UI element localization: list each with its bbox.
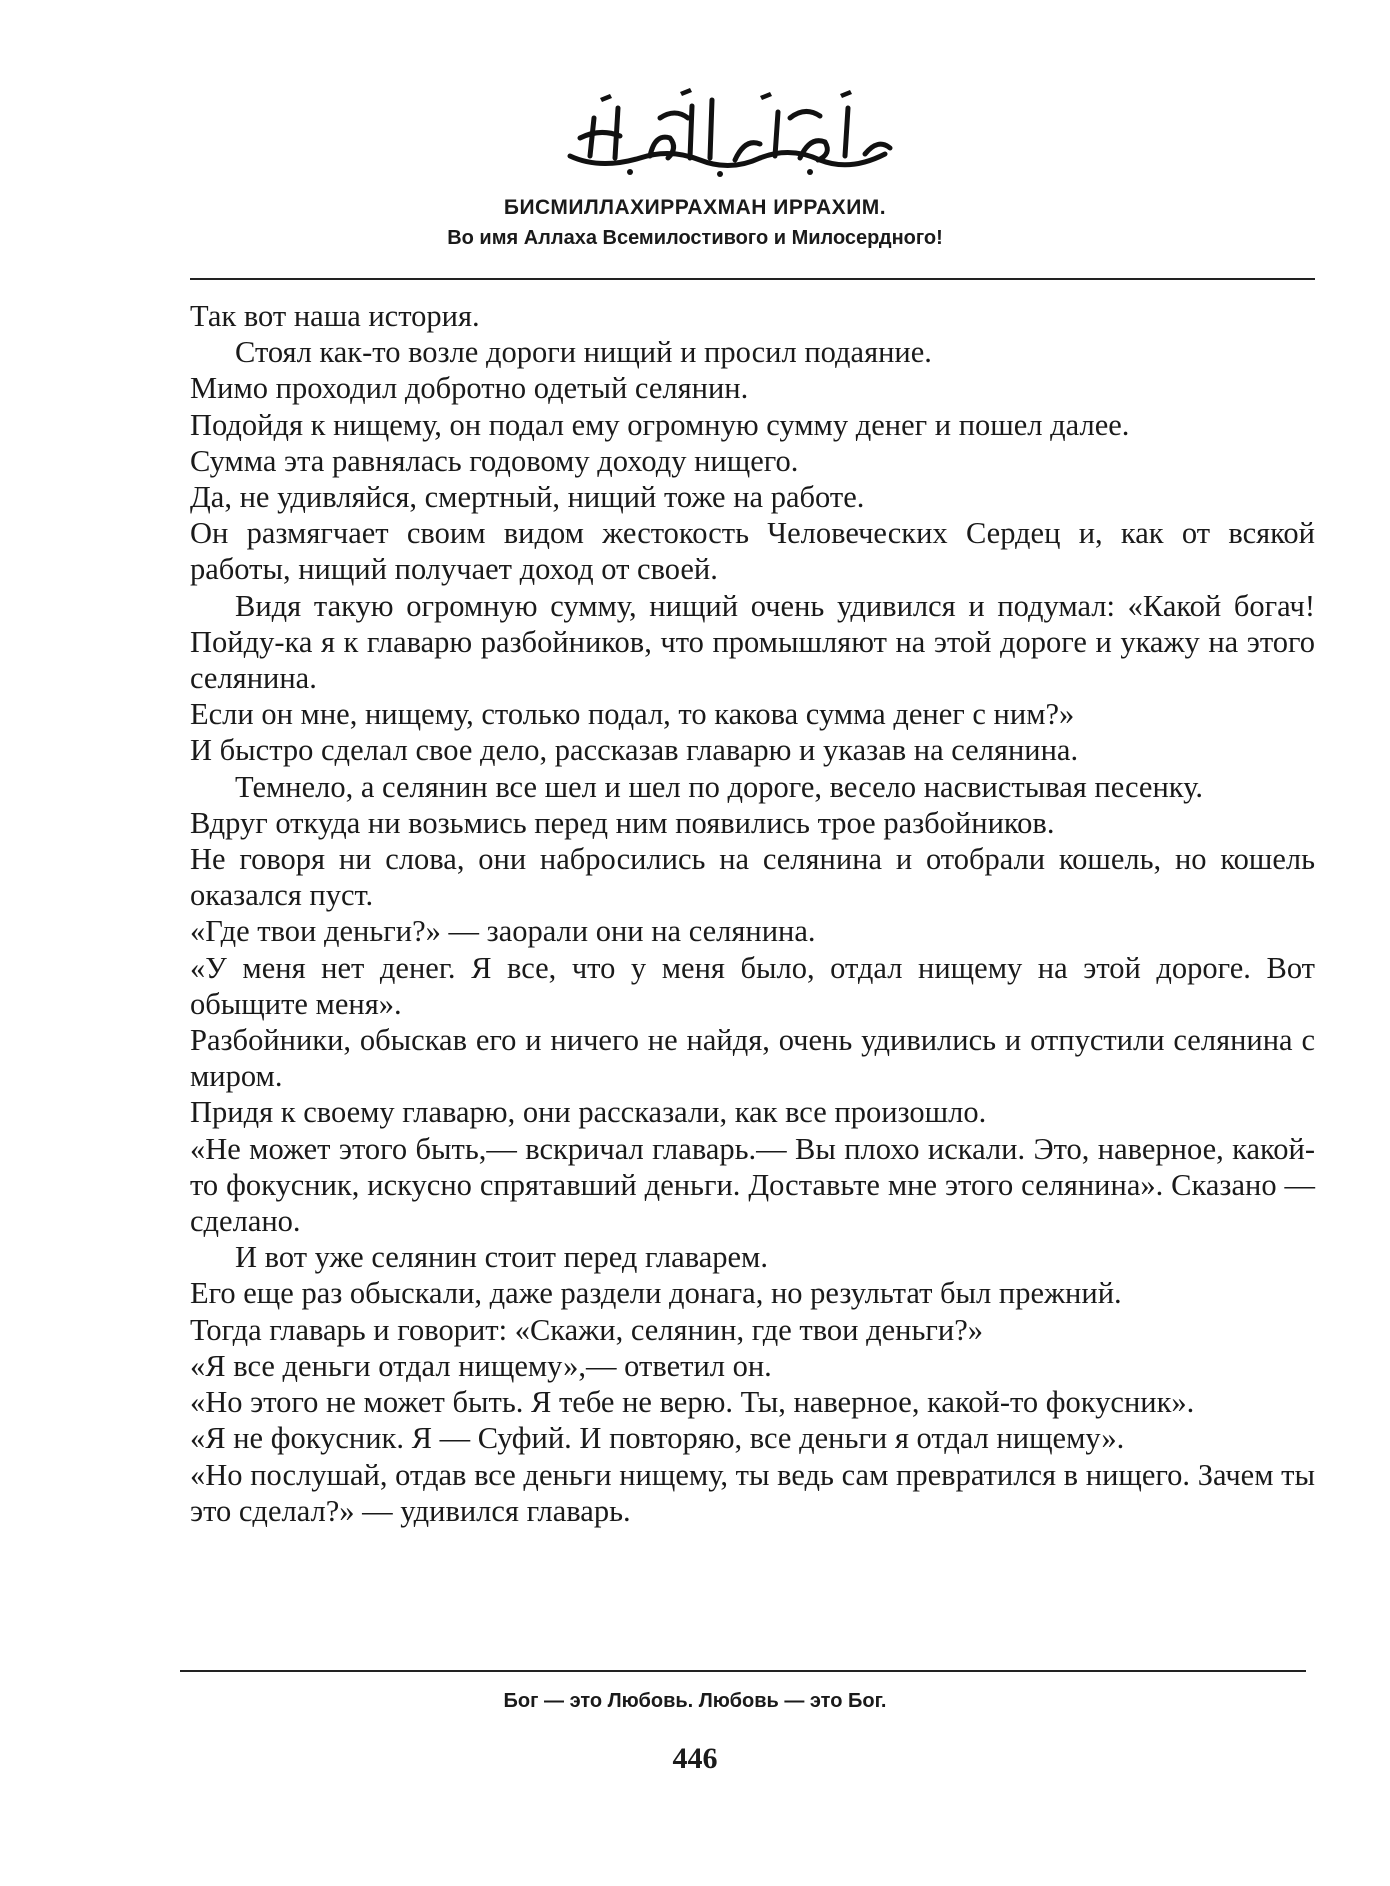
paragraph: Так вот наша история. xyxy=(190,299,480,333)
paragraph: «Но этого не может быть. Я тебе не верю. Ты, наверное, какой-то фокусник». xyxy=(190,1385,1195,1420)
paragraph: Разбойники, обыскав его и ничего не найдя, очень удивились и отпустили селянина с миром. xyxy=(190,1023,1315,1094)
paragraph: Придя к своему главарю, они рассказали, как все произошло. xyxy=(190,1095,987,1130)
paragraph: Стоял как-то возле дороги нищий и просил подаяние. xyxy=(235,335,932,370)
paragraph: Он размягчает своим видом жестокость Человеческих Сердец и, как от всякой работы, нищий получает доход от своей. xyxy=(190,516,1315,587)
story-text xyxy=(190,298,1315,1529)
paragraph: Подойдя к нищему, он подал ему огромную сумму денег и пошел далее. xyxy=(190,407,1130,442)
paragraph: Мимо проходил добротно одетый селянин. xyxy=(190,371,749,406)
paragraph: Темнело, а селянин все шел и шел по дороге, весело насвистывая песенку. xyxy=(235,769,1204,804)
paragraph: Видя такую огромную сумму, нищий очень удивился и подумал: «Какой богач! Пойду-ка я к главарю разбойников, что промышляют на этой дороге и укажу на этого селянина. xyxy=(190,588,1315,696)
paragraph: «Я все деньги отдал нищему»,— ответил он. xyxy=(190,1348,772,1383)
paragraph: «У меня нет денег. Я все, что у меня было, отдал нищему на этой дороге. Вот обыщите меня». xyxy=(190,950,1315,1021)
paragraph: И быстро сделал свое дело, рассказав главарю и указав на селянина. xyxy=(190,733,1079,768)
page-number: 446 xyxy=(672,1742,718,1775)
paragraph: Да, не удивляйся, смертный, нищий тоже на работе. xyxy=(190,480,865,515)
paragraph: «Я не фокусник. Я — Суфий. И повторяю, все деньги я отдал нищему». xyxy=(190,1421,1125,1456)
paragraph: Не говоря ни слова, они набросились на селянина и отобрали кошель, но кошель оказался пуст. xyxy=(190,842,1315,913)
bismillah-calligraphy-icon xyxy=(560,78,900,178)
footer-divider xyxy=(180,1670,1306,1672)
footer-motto: Бог — это Любовь. Любовь — это Бог. xyxy=(503,1690,887,1712)
paragraph: И вот уже селянин стоит перед главарем. xyxy=(235,1240,768,1275)
header-divider xyxy=(190,278,1315,280)
paragraph: Вдруг откуда ни возьмись перед ним появились трое разбойников. xyxy=(190,805,1055,840)
paragraph: Его еще раз обыскали, даже раздели донага, но результат был прежний. xyxy=(190,1276,1122,1311)
paragraph: «Но послушай, отдав все деньги нищему, ты ведь сам превратился в нищего. Зачем ты это сделал?» — удивился главарь. xyxy=(190,1457,1315,1528)
header-title: БИСМИЛЛАХИРРАХМАН ИРРАХИМ. xyxy=(503,196,887,219)
paragraph: «Где твои деньги?» — заорали они на селянина. xyxy=(190,914,816,949)
paragraph: Тогда главарь и говорит: «Скажи, селянин, где твои деньги?» xyxy=(190,1312,984,1347)
paragraph: «Не может этого быть,— вскричал главарь.— Вы плохо искали. Это, наверное, какой-то фокусник, искусно спрятавший деньги. Доставьте мне этого селянина». Сказано — сделано. xyxy=(190,1131,1315,1239)
paragraph: Если он мне, нищему, столько подал, то какова сумма денег с ним?» xyxy=(190,697,1075,732)
header-subtitle: Во имя Аллаха Всемилостивого и Милосердного! xyxy=(447,227,943,249)
paragraph: Сумма эта равнялась годовому доходу нищего. xyxy=(190,443,799,478)
